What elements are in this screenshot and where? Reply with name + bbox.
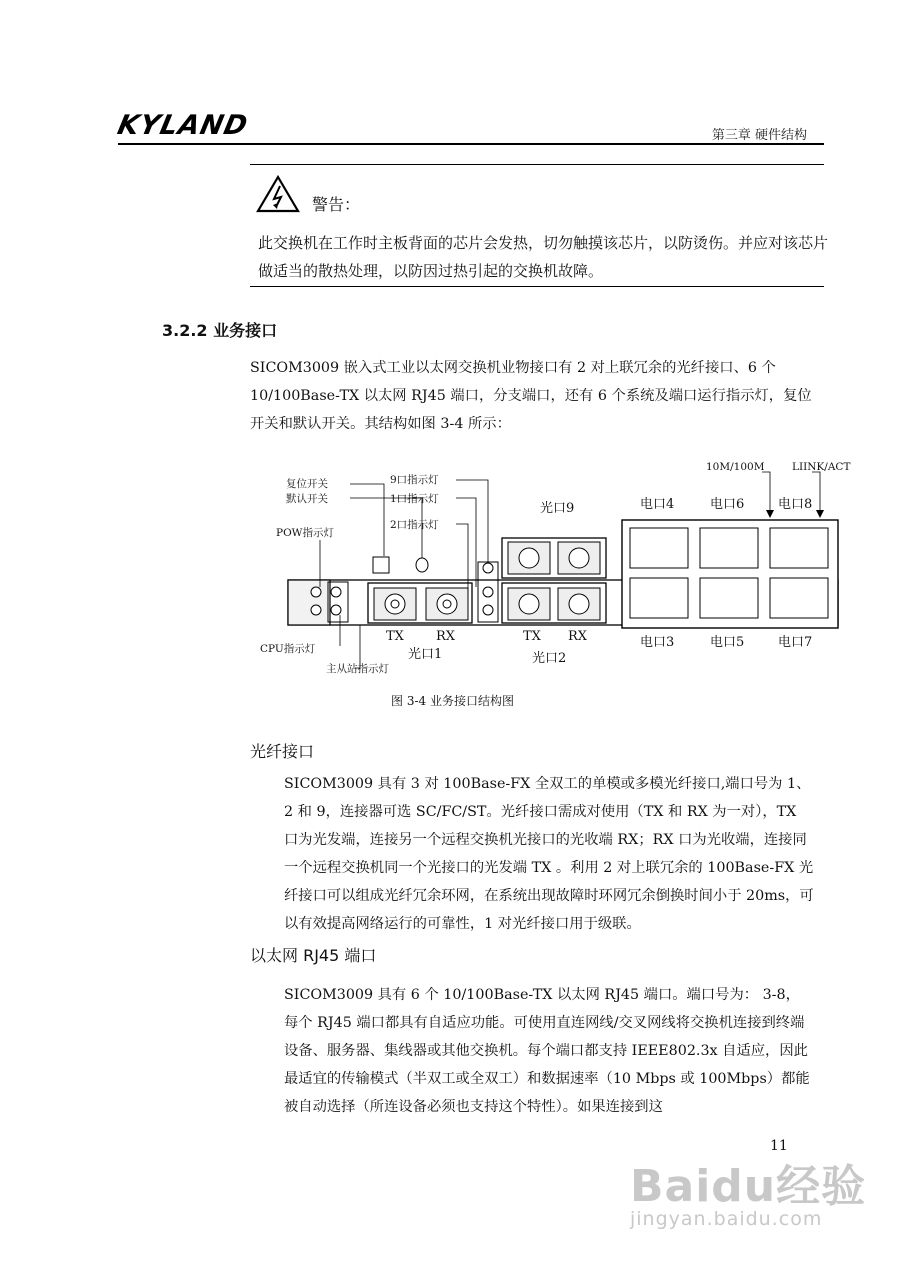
watermark-brand: Baidu经验	[630, 1161, 867, 1212]
cpu-led	[311, 605, 321, 615]
label-cpu: CPU指示灯	[260, 643, 316, 655]
fiber-title: 光纤接口	[250, 742, 315, 761]
power-block	[288, 580, 330, 625]
label-led2: 2口指示灯	[390, 519, 439, 531]
watermark-url: jingyan.baidu.com	[630, 1208, 823, 1230]
label-e4: 电口4	[640, 497, 675, 512]
chapter-title: 第三章 硬件结构	[711, 128, 807, 143]
label-e8: 电口8	[778, 497, 813, 512]
status-led-a	[331, 587, 341, 597]
label-fiber2: 光口2	[532, 651, 567, 666]
label-pow: POW指示灯	[276, 527, 334, 539]
label-reset: 复位开关	[286, 478, 328, 490]
pow-led	[311, 587, 321, 597]
rj45-title: 以太网 RJ45 端口	[250, 946, 377, 965]
fiber-text: SICOM3009 具有 3 对 100Base-FX 全双工的单模或多模光纤接口,端口号为 1、2 和 9，连接器可选 SC/FC/ST。光纤接口需成对使用（TX 和 RX 为一对），TX 口为光发端，连接另一个远程交换机光接口的光收端 RX；RX 口为光收端，连接同一个远程交换机同一个光接口的光发端 TX 。利用 2 对上联冗余的 100Base-FX 光纤接口可以组成光纤冗余环网，在系统出现故障时环网冗余倒换时间小于 20ms，可以有效提高网络运行的可靠性，1 对光纤接口用于级联。	[284, 776, 814, 932]
led1	[483, 587, 493, 597]
label-e7: 电口7	[778, 635, 813, 650]
warning-text: 此交换机在工作时主板背面的芯片会发热，切勿触摸该芯片，以防烫伤。并应对该芯片做适当的散热处理，以防因过热引起的交换机故障。	[258, 234, 829, 280]
label-led1: 1口指示灯	[390, 493, 439, 505]
section-title: 3.2.2 业务接口	[162, 321, 278, 340]
label-tx2: TX	[523, 629, 541, 644]
label-fiber9: 光口9	[540, 501, 575, 516]
default-button	[416, 558, 428, 572]
label-e3: 电口3	[640, 635, 675, 650]
led9	[483, 563, 493, 573]
section-intro: SICOM3009 嵌入式工业以太网交换机业物接口有 2 对上联冗余的光纤接口、6 个 10/100Base-TX 以太网 RJ45 端口，分支端口，还有 6 个系统及端口运行指示灯，复位开关和默认开关。其结构如图 3-4 所示：	[250, 360, 812, 432]
label-rx1: RX	[436, 629, 456, 644]
label-e5: 电口5	[710, 635, 745, 650]
header-rule	[118, 143, 824, 145]
page-number: 11	[770, 1138, 788, 1154]
baidu-watermark	[630, 1150, 866, 1230]
label-master: 主从站指示灯	[326, 663, 389, 675]
rj45-block	[622, 520, 838, 628]
master-led	[331, 605, 341, 615]
label-default: 默认开关	[286, 493, 328, 505]
kyland-logo: KYLAND	[114, 110, 251, 141]
label-speed: 10M/100M	[706, 461, 765, 473]
label-link: LIINK/ACT	[792, 461, 851, 473]
interface-diagram	[240, 450, 860, 685]
label-led9: 9口指示灯	[390, 474, 439, 486]
rj45-text: SICOM3009 具有 6 个 10/100Base-TX 以太网 RJ45 端口。端口号为： 3-8，每个 RJ45 端口都具有自适应功能。可使用直连网线/交叉网线将交换机连接到终端设备、服务器、集线器或其他交换机。每个端口都支持 IEEE802.3x 自适应，因此最适宜的传输模式（半双工或全双工）和数据速率（10 Mbps 或 100Mbps）都能被自动选择（所连设备必须也支持这个特性）。如果连接到这	[284, 987, 810, 1115]
warning-top-rule	[250, 164, 824, 165]
label-fiber1: 光口1	[408, 647, 443, 662]
label-tx1: TX	[386, 629, 404, 644]
warning-bottom-rule	[250, 286, 824, 287]
figure-caption: 图 3-4 业务接口结构图	[391, 694, 514, 708]
label-e6: 电口6	[710, 497, 745, 512]
label-rx2: RX	[568, 629, 588, 644]
warning-triangle-icon	[256, 174, 300, 214]
led2	[483, 605, 493, 615]
warning-label: 警告：	[312, 195, 361, 214]
reset-button	[373, 557, 389, 573]
